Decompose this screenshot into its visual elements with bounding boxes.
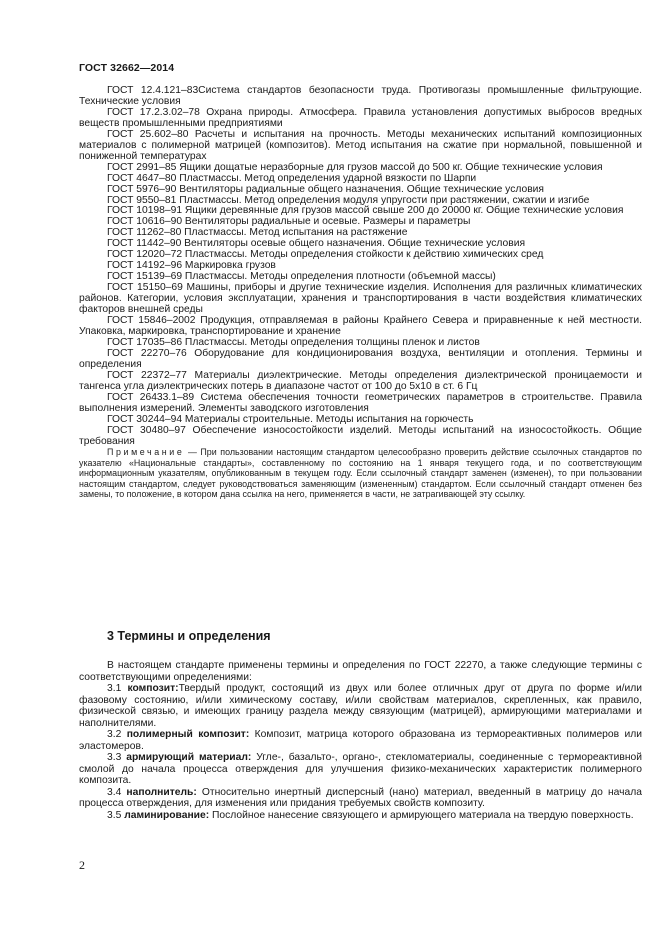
reference-item: ГОСТ 26433.1–89 Система обеспечения точности геометрических параметров в строительстве. Правила выполнения измерений. Элементы заводского изготовления	[79, 391, 642, 414]
reference-item: ГОСТ 11442–90 Вентиляторы осевые общего назначения. Общие технические условия	[107, 238, 526, 250]
section-intro: В настоящем стандарте применены термины и определения по ГОСТ 22270, а также следующие термины с соответствующими определениями:	[79, 660, 642, 683]
note-text: — При пользовании настоящим стандартом целесообразно проверить действие ссылочных стандартов по указателю «Национальные стандарты», составленному по состоянию на 1 января текущего года, и по соответствующим информационным указателям, опубликованным в текущем году. Если ссылочный стандарт заменен (изменен), то при пользовании настоящим стандартом, следует руководствоваться заменяющим (измененным) стандартом. Если ссылочный стандарт отменен без замены, то положение, в котором дана ссылка на него, применяется в части, не затрагивающей эту ссылку.	[79, 447, 642, 500]
term-definition	[79, 729, 642, 752]
reference-item: ГОСТ 5976–90 Вентиляторы радиальные общего назначения. Общие технические условия	[107, 183, 545, 195]
terms-section	[79, 660, 642, 821]
term-text: Композит, матрица которого образована из термореактивных полимеров или эластомеров.	[79, 729, 642, 752]
reference-item: ГОСТ 17.2.3.02–78 Охрана природы. Атмосфера. Правила установления допустимых выбросов вредных веществ промышленными предприятиями	[79, 106, 642, 129]
references-note	[79, 447, 642, 500]
reference-item: ГОСТ 10198–91 Ящики деревянные для грузов массой свыше 200 до 20000 кг. Общие технические условия	[107, 205, 624, 217]
section-title: 3 Термины и определения	[107, 629, 271, 643]
reference-item: ГОСТ 12.4.121–83Система стандартов безопасности труда. Противогазы промышленные фильтрующие. Технические условия	[79, 85, 642, 107]
term-number: 3.4	[107, 786, 127, 798]
term-number: 3.3	[107, 752, 127, 763]
reference-item: ГОСТ 4647–80 Пластмассы. Метод определения ударной вязкости по Шарпи	[107, 172, 477, 184]
reference-item: ГОСТ 12020–72 Пластмассы. Методы определения стойкости к действию химических сред	[107, 249, 544, 261]
term-name: композит:	[127, 683, 179, 694]
term-name: ламинирование:	[124, 809, 210, 821]
term-number: 3.2	[107, 729, 127, 740]
reference-item: ГОСТ 15846–2002 Продукция, отправляемая в районы Крайнего Севера и приравненные к ней местности. Упаковка, маркировка, транспортирование и хранение	[79, 315, 642, 337]
term-text: Послойное нанесение связующего и армирующего материала на твердую поверхность.	[209, 809, 634, 821]
term-number: 3.1	[107, 683, 128, 694]
term-text: Угле-, базальто-, органо-, стекломатериалы, соединенные с термореактивной смолой до начала процесса отверждения для улучшения физико-механических характеристик полимерного композита.	[79, 752, 642, 786]
document-header: ГОСТ 32662—2014	[79, 62, 175, 74]
normative-references	[79, 86, 642, 500]
reference-item: ГОСТ 22270–76 Оборудование для кондиционирования воздуха, вентиляции и отопления. Термины и определения	[79, 347, 642, 370]
term-text: Относительно инертный дисперсный (нано) материал, введенный в матрицу до начала процесса отверждения, для изменения или придания требуемых свойств композиту.	[79, 786, 642, 809]
reference-item: ГОСТ 10616–90 Вентиляторы радиальные и осевые. Размеры и параметры	[107, 216, 471, 228]
reference-item: ГОСТ 15150–69 Машины, приборы и другие технические изделия. Исполнения для различных климатических районов. Категории, условия эксплуатации, хранения и транспортирования в части воздействия климатических факторов внешней среды	[79, 282, 642, 316]
term-name: наполнитель:	[126, 786, 197, 798]
reference-item: ГОСТ 25.602–80 Расчеты и испытания на прочность. Методы механических испытаний композиционных материалов с полимерной матрицей (композитов). Метод испытания на сжатие при нормальной, повышенной и пониженной температурах	[79, 128, 642, 162]
term-number: 3.5	[107, 809, 125, 821]
term-definition	[79, 752, 642, 787]
term-definition	[79, 787, 642, 810]
reference-item: ГОСТ 14192–96 Маркировка грузов	[107, 260, 276, 272]
reference-item: ГОСТ 22372–77 Материалы диэлектрические. Методы определения диэлектрической проницаемости и тангенса угла диэлектрических потерь в диапазоне частот от 100 до 5х10 в ст. 6 Гц	[79, 369, 642, 392]
term-definition	[79, 683, 642, 729]
reference-item: ГОСТ 30480–97 Обеспечение износостойкости изделий. Методы испытаний на износостойкость. Общие требования	[79, 424, 642, 447]
reference-item: ГОСТ 2991–85 Ящики дощатые неразборные для грузов массой до 500 кг. Общие технические условия	[107, 161, 603, 173]
page-number: 2	[79, 858, 85, 872]
term-text: Твердый продукт, состоящий из двух или более отличных друг от друга по форме и/или фазовому состоянию, и/или химическому составу, и/или свойствам материалов, скрепленных, как правило, физической связью, и имеющих границу раздела между связующим (матрицей), армирующими материалами и наполнителями.	[79, 683, 642, 729]
reference-item: ГОСТ 11262–80 Пластмассы. Метод испытания на растяжение	[107, 227, 408, 239]
term-name: полимерный композит:	[126, 729, 250, 740]
note-label: Примечание	[107, 447, 185, 458]
reference-item: ГОСТ 30244–94 Материалы строительные. Методы испытания на горючесть	[107, 413, 474, 425]
reference-item: ГОСТ 9550–81 Пластмассы. Метод определения модуля упругости при растяжении, сжатии и изгибе	[107, 194, 590, 206]
reference-item: ГОСТ 15139–69 Пластмассы. Методы определения плотности (объемной массы)	[107, 271, 496, 283]
term-name: армирующий материал:	[126, 752, 252, 763]
terms-list	[79, 683, 642, 821]
term-definition	[79, 810, 642, 822]
reference-item: ГОСТ 17035–86 Пластмассы. Методы определения толщины пленок и листов	[107, 336, 480, 348]
